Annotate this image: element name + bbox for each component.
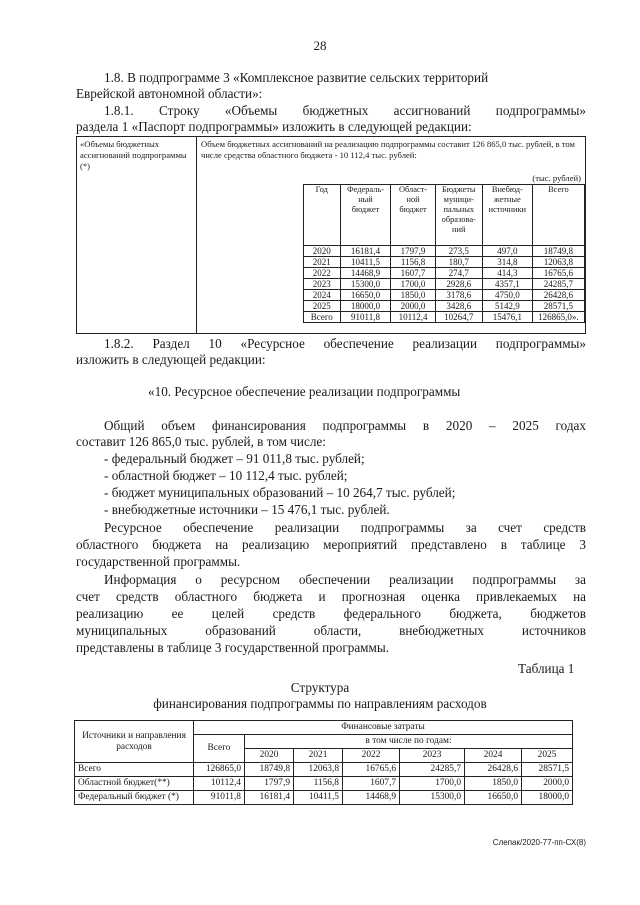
year-header: 2021 xyxy=(294,749,343,763)
table-row xyxy=(304,246,585,257)
cell: 2000,0 xyxy=(391,301,435,312)
col-including-header: в том числе по годам: xyxy=(245,735,573,749)
cell: 15300,0 xyxy=(340,279,391,290)
passport-left-cell: «Объемы бюджетных ассигнований подпрограммы (*) xyxy=(77,137,197,333)
col-total-header: Всего xyxy=(194,735,245,763)
footer-reference: Слепак/2020-77-пп-СХ(8) xyxy=(492,838,586,847)
cell: 414,3 xyxy=(482,268,532,279)
table-row xyxy=(304,257,585,268)
cell: 12063,8 xyxy=(294,763,343,777)
table-row xyxy=(304,290,585,301)
info-line4: муниципальных образований области, внебюджетных источников xyxy=(76,623,586,638)
year-header: 2025 xyxy=(522,749,573,763)
financing-item: - внебюджетные источники – 15 476,1 тыс. рублей. xyxy=(104,502,390,517)
table-row xyxy=(304,312,585,323)
cell: 2020 xyxy=(304,246,341,257)
cell: 14468,9 xyxy=(343,791,400,805)
cell: 18749,8 xyxy=(245,763,294,777)
cell: 16765,6 xyxy=(343,763,400,777)
cell: 3428,6 xyxy=(435,301,482,312)
cell: 2022 xyxy=(304,268,341,279)
cell: 1850,0 xyxy=(391,290,435,301)
cell: 16650,0 xyxy=(340,290,391,301)
cell: 1797,9 xyxy=(245,777,294,791)
cell: Всего xyxy=(75,763,194,777)
year-header: 2024 xyxy=(465,749,522,763)
cell: 126865,0 xyxy=(194,763,245,777)
cell: 2025 xyxy=(304,301,341,312)
header-cell: Федераль-ный бюджет xyxy=(340,185,391,246)
cell: 2023 xyxy=(304,279,341,290)
cell: 2024 xyxy=(304,290,341,301)
page-number: 28 xyxy=(313,38,327,53)
cell: 10411,5 xyxy=(294,791,343,805)
cell: 180,7 xyxy=(435,257,482,268)
cell: Областной бюджет(**) xyxy=(75,777,194,791)
cell: 274,7 xyxy=(435,268,482,279)
financing-line1: Общий объем финансирования подпрограммы в 2020 – 2025 годах xyxy=(104,418,586,433)
cell: 18000,0 xyxy=(340,301,391,312)
cell: 126865,0». xyxy=(532,312,584,323)
table-label: Таблица 1 xyxy=(518,661,575,676)
resource-line2: областного бюджета на реализацию мероприятий представлено в таблице 3 xyxy=(76,537,586,552)
year-header: 2020 xyxy=(245,749,294,763)
cell: 14468,9 xyxy=(340,268,391,279)
financing-item: - областной бюджет – 10 112,4 тыс. рублей; xyxy=(104,468,348,483)
section-1-8-2-line1: 1.8.2. Раздел 10 «Ресурсное обеспечение реализации подпрограммы» xyxy=(104,336,586,351)
financing-item: - федеральный бюджет – 91 011,8 тыс. рублей; xyxy=(104,451,365,466)
col-financing-header: Финансовые затраты xyxy=(194,721,573,735)
cell: 91011,8 xyxy=(340,312,391,323)
financing-item: - бюджет муниципальных образований – 10 264,7 тыс. рублей; xyxy=(104,485,456,500)
header-cell: Внебюд-жетные источники xyxy=(482,185,532,246)
cell: 18000,0 xyxy=(522,791,573,805)
cell: 91011,8 xyxy=(194,791,245,805)
section-1-8-2-line2: изложить в следующей редакции: xyxy=(76,352,266,367)
info-line5: представлены в таблице 3 государственной программы. xyxy=(76,640,390,655)
cell: 26428,6 xyxy=(532,290,584,301)
section-1-8-line2: Еврейской автономной области»: xyxy=(76,86,263,101)
cell: 1607,7 xyxy=(391,268,435,279)
financing-line2: составит 126 865,0 тыс. рублей, в том числе: xyxy=(76,434,326,449)
cell: 16765,6 xyxy=(532,268,584,279)
structure-table xyxy=(74,720,573,805)
section-1-8-1-line1: 1.8.1. Строку «Объемы бюджетных ассигнований подпрограммы» xyxy=(104,103,586,118)
header-cell: Бюджеты муници-пальных образова-ний xyxy=(435,185,482,246)
cell: 10264,7 xyxy=(435,312,482,323)
header-cell: Всего xyxy=(532,185,584,246)
resource-line3: государственной программы. xyxy=(76,554,241,569)
passport-units: (тыс. рублей) xyxy=(532,173,581,183)
year-header: 2022 xyxy=(343,749,400,763)
cell: 1156,8 xyxy=(391,257,435,268)
cell: 16650,0 xyxy=(465,791,522,805)
cell: 3178,6 xyxy=(435,290,482,301)
cell: 1700,0 xyxy=(400,777,465,791)
cell: 2021 xyxy=(304,257,341,268)
cell: 15476,1 xyxy=(482,312,532,323)
cell: 10112,4 xyxy=(391,312,435,323)
header-cell: Год xyxy=(304,185,341,246)
cell: 2928,6 xyxy=(435,279,482,290)
cell: 28571,5 xyxy=(532,301,584,312)
col-sources-header: Источники и направления расходов xyxy=(75,721,194,763)
info-line3: реализацию ее целей средств федерального бюджета, бюджетов xyxy=(76,606,586,621)
section-1-8-1-line2: раздела 1 «Паспорт подпрограммы» изложить в следующей редакции: xyxy=(76,119,472,134)
cell: 10411,5 xyxy=(340,257,391,268)
header-cell: Област-ной бюджет xyxy=(391,185,435,246)
info-line1: Информация о ресурсном обеспечении реализации подпрограммы за xyxy=(104,572,586,587)
cell: 28571,5 xyxy=(522,763,573,777)
cell: 1850,0 xyxy=(465,777,522,791)
section-1-8-line1: 1.8. В подпрограмме 3 «Комплексное развитие сельских территорий xyxy=(104,70,489,85)
cell: 1607,7 xyxy=(343,777,400,791)
cell: 2000,0 xyxy=(522,777,573,791)
table-row xyxy=(304,279,585,290)
cell: 1156,8 xyxy=(294,777,343,791)
cell: 497,0 xyxy=(482,246,532,257)
year-header: 2023 xyxy=(400,749,465,763)
table-row xyxy=(304,268,585,279)
cell: Всего xyxy=(304,312,341,323)
cell: 5142,9 xyxy=(482,301,532,312)
resource-line1: Ресурсное обеспечение реализации подпрограммы за счет средств xyxy=(104,520,586,535)
cell: 15300,0 xyxy=(400,791,465,805)
passport-inner-table xyxy=(303,184,585,323)
structure-title-line1: Структура xyxy=(290,680,350,695)
cell: 16181,4 xyxy=(245,791,294,805)
cell: 18749,8 xyxy=(532,246,584,257)
cell: 12063,8 xyxy=(532,257,584,268)
table-row xyxy=(75,791,573,805)
table-row xyxy=(304,301,585,312)
table-row xyxy=(75,763,573,777)
cell: 10112,4 xyxy=(194,777,245,791)
cell: 16181,4 xyxy=(340,246,391,257)
table-row xyxy=(75,777,573,791)
cell: 1700,0 xyxy=(391,279,435,290)
cell: 4750,0 xyxy=(482,290,532,301)
passport-table xyxy=(76,136,586,334)
cell: 26428,6 xyxy=(465,763,522,777)
cell: Федеральный бюджет (*) xyxy=(75,791,194,805)
cell: 4357,1 xyxy=(482,279,532,290)
info-line2: счет средств областного бюджета и прогнозная оценка привлекаемых на xyxy=(76,589,586,604)
cell: 1797,9 xyxy=(391,246,435,257)
heading-10: «10. Ресурсное обеспечение реализации подпрограммы xyxy=(148,384,461,399)
cell: 24285,7 xyxy=(532,279,584,290)
cell: 24285,7 xyxy=(400,763,465,777)
cell: 273,5 xyxy=(435,246,482,257)
passport-description: Объем бюджетных ассигнований на реализацию подпрограммы составит 126 865,0 тыс. рублей, в том числе средства областного бюджета - 10 112,4 тыс. рублей: xyxy=(201,139,575,160)
cell: 314,8 xyxy=(482,257,532,268)
structure-title-line2: финансирования подпрограммы по направлениям расходов xyxy=(153,696,487,711)
